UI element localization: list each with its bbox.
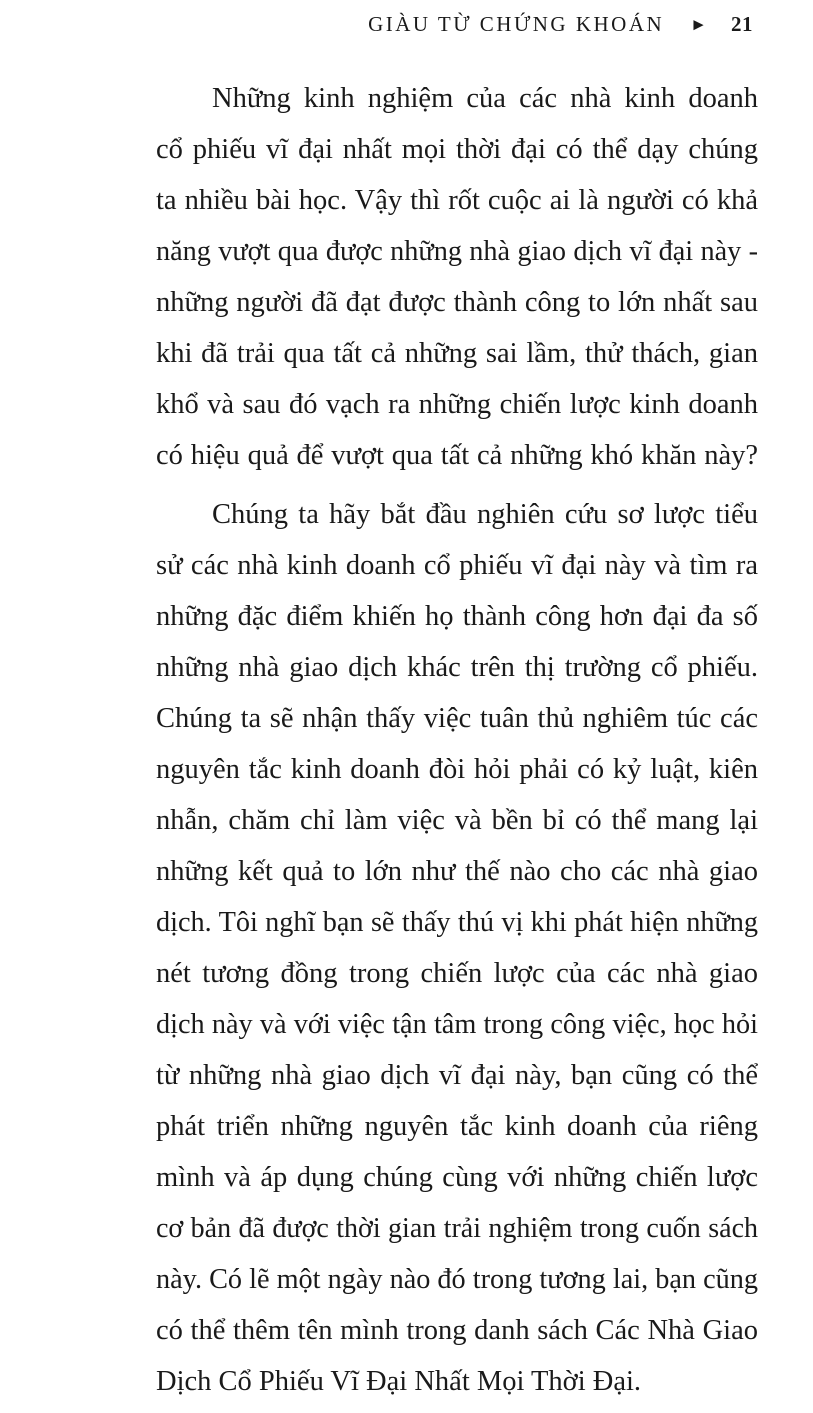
text-line: cổ phiếu vĩ đại nhất mọi thời đại có thể dạy chúng <box>156 134 758 165</box>
text-line: nguyên tắc kinh doanh đòi hỏi phải có kỷ luật, kiên <box>156 754 758 785</box>
text-line: này. Có lẽ một ngày nào đó trong tương lai, bạn cũng <box>156 1264 758 1295</box>
text-line: có hiệu quả để vượt qua tất cả những khó khăn này? <box>156 440 758 471</box>
text-line: sử các nhà kinh doanh cổ phiếu vĩ đại này và tìm ra <box>156 550 758 581</box>
text-line: ta nhiều bài học. Vậy thì rốt cuộc ai là người có khả <box>156 185 758 216</box>
text-line: cơ bản đã được thời gian trải nghiệm trong cuốn sách <box>156 1213 758 1244</box>
text-line: Chúng ta hãy bắt đầu nghiên cứu sơ lược tiểu <box>212 499 758 530</box>
text-line: dịch này và với việc tận tâm trong công việc, học hỏi <box>156 1009 758 1040</box>
text-line: nét tương đồng trong chiến lược của các nhà giao <box>156 958 758 989</box>
text-line: những đặc điểm khiến họ thành công hơn đại đa số <box>156 601 758 632</box>
text-line: dịch. Tôi nghĩ bạn sẽ thấy thú vị khi phát hiện những <box>156 907 758 938</box>
text-line: Chúng ta sẽ nhận thấy việc tuân thủ nghiêm túc các <box>156 703 758 734</box>
text-line: Dịch Cổ Phiếu Vĩ Đại Nhất Mọi Thời Đại. <box>156 1366 642 1397</box>
text-line: khi đã trải qua tất cả những sai lầm, thử thách, gian <box>156 338 758 369</box>
text-line: từ những nhà giao dịch vĩ đại này, bạn cũng có thể <box>156 1060 758 1091</box>
text-line: phát triển những nguyên tắc kinh doanh của riêng <box>156 1111 758 1142</box>
text-line: những kết quả to lớn như thế nào cho các nhà giao <box>156 856 758 887</box>
book-title: GIÀU TỪ CHỨNG KHOÁN <box>368 12 665 36</box>
page-number: 21 <box>731 12 753 36</box>
paragraph-gap <box>156 487 758 495</box>
text-line: nhẫn, chăm chỉ làm việc và bền bỉ có thể mang lại <box>156 805 758 836</box>
text-line: có thể thêm tên mình trong danh sách Các Nhà Giao <box>156 1315 758 1346</box>
text-line: năng vượt qua được những nhà giao dịch vĩ đại này - <box>156 236 758 267</box>
triangle-marker-icon: ► <box>690 14 707 34</box>
text-line: những nhà giao dịch khác trên thị trường cổ phiếu. <box>156 652 758 683</box>
text-line: mình và áp dụng chúng cùng với những chiến lược <box>156 1162 758 1193</box>
running-header <box>368 12 753 37</box>
paragraph-2 <box>156 495 758 1413</box>
text-line: khổ và sau đó vạch ra những chiến lược kinh doanh <box>156 389 758 420</box>
paragraph-1 <box>156 79 758 487</box>
body-text <box>156 79 758 1413</box>
text-line: Những kinh nghiệm của các nhà kinh doanh <box>212 83 758 114</box>
text-line: những người đã đạt được thành công to lớn nhất sau <box>156 287 758 318</box>
